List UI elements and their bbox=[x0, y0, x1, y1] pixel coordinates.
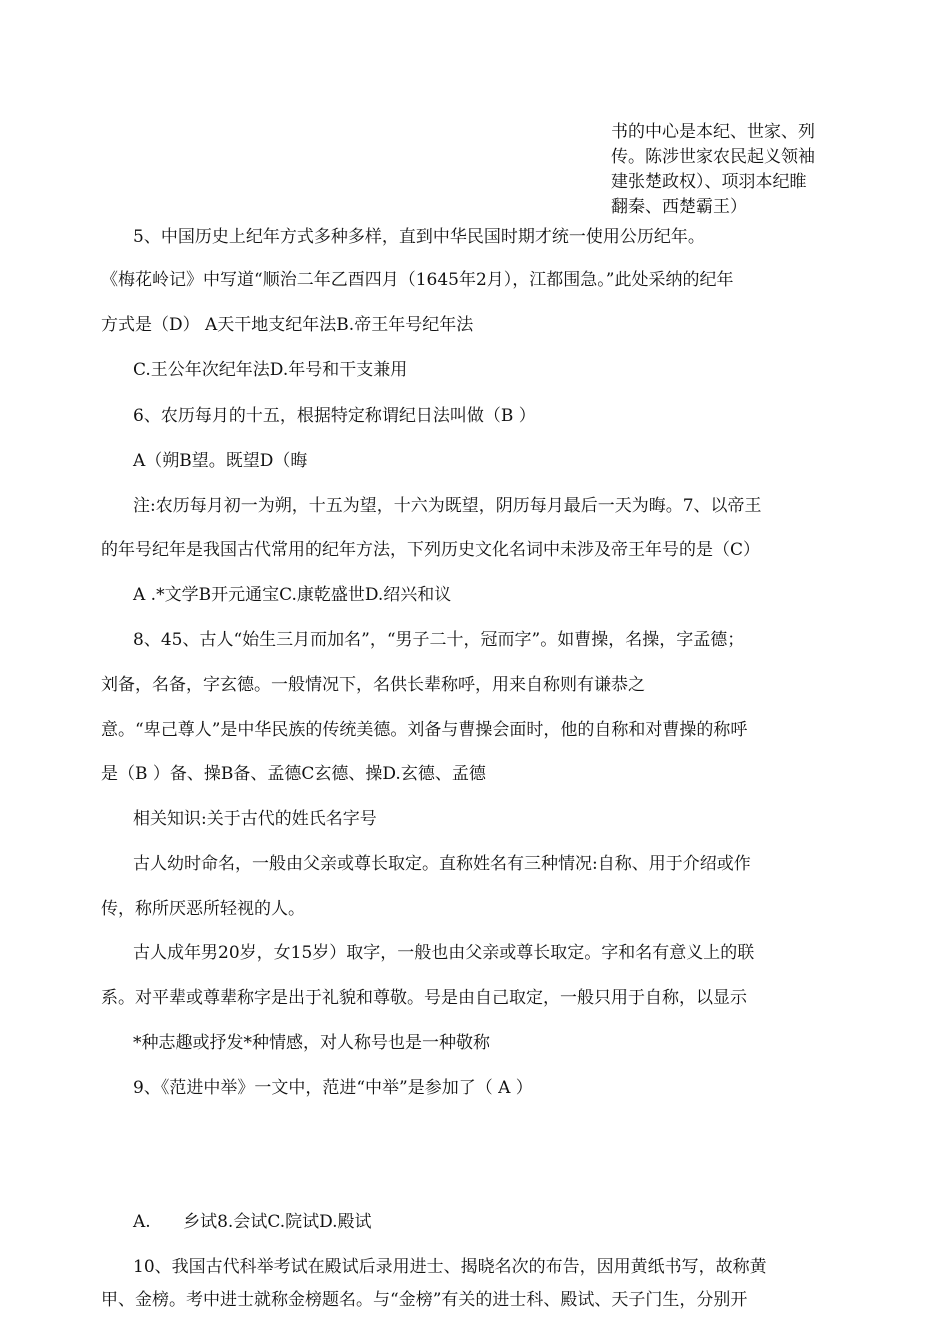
question-5-line-2: 《梅花岭记》中写道“顺治二年乙酉四月（1645年2月），江都围急。”此处采纳的纪年 bbox=[101, 270, 734, 290]
knowledge-line-2: 传，称所厌恶所轻视的人。 bbox=[101, 899, 305, 919]
question-9-options: A. 乡试8.会试C.院试D.殿试 bbox=[133, 1212, 372, 1232]
question-8-options: 是（B ）备、操B备、孟德C玄德、操D.玄德、孟德 bbox=[101, 764, 486, 784]
question-10-line-1: 10、我国古代科举考试在殿试后录用进士、揭晓名次的布告，因用黄纸书写，故称黄 bbox=[133, 1257, 767, 1277]
question-5-line-3: 方式是（D） A天干地支纪年法B.帝王年号纪年法 bbox=[101, 315, 474, 335]
note-line-1: 注:农历每月初一为朔，十五为望，十六为既望，阴历每月最后一天为晦。7、以帝王 bbox=[133, 496, 762, 516]
side-note bbox=[611, 120, 861, 220]
question-6: 6、农历每月的十五，根据特定称谓纪日法叫做（B ） bbox=[133, 406, 536, 426]
question-7-options: A .*文学B开元通宝C.康乾盛世D.绍兴和议 bbox=[133, 585, 452, 605]
side-note-line: 建张楚政权）、项羽本纪睢 bbox=[611, 172, 807, 192]
side-note-line: 书的中心是本纪、世家、列 bbox=[611, 122, 815, 142]
related-knowledge-heading: 相关知识:关于古代的姓氏名字号 bbox=[133, 809, 377, 829]
question-10-line-2: 甲、金榜。考中进士就称金榜题名。与“金榜”有关的进士科、殿试、天子门生，分别开 bbox=[101, 1290, 748, 1310]
question-9: 9、《范进中举》一文中，范进“中举”是参加了（ A ） bbox=[133, 1078, 533, 1098]
side-note-line: 翻秦、西楚霸王） bbox=[611, 197, 747, 217]
knowledge-line-5: *种志趣或抒发*种情感，对人称号也是一种敬称 bbox=[133, 1033, 490, 1053]
knowledge-line-3: 古人成年男20岁，女15岁）取字，一般也由父亲或尊长取定。字和名有意义上的联 bbox=[133, 943, 755, 963]
question-8-line-3: 意。“卑己尊人”是中华民族的传统美德。刘备与曹操会面时，他的自称和对曹操的称呼 bbox=[101, 720, 748, 740]
question-5-options: C.王公年次纪年法D.年号和干支兼用 bbox=[133, 360, 408, 380]
question-8-line-1: 8、45、古人“始生三月而加名”，“男子二十，冠而字”。如曹操，名操，字孟德； bbox=[133, 630, 745, 650]
question-6-options: A（朔B望。既望D（晦 bbox=[133, 451, 308, 471]
side-note-line: 传。陈涉世家农民起义领袖 bbox=[611, 147, 815, 167]
question-5-line-1: 5、中国历史上纪年方式多种多样，直到中华民国时期才统一使用公历纪年。 bbox=[133, 227, 705, 247]
question-8-line-2: 刘备，名备，字玄德。一般情况下，名供长辈称呼，用来自称则有谦恭之 bbox=[101, 675, 645, 695]
knowledge-line-4: 系。对平辈或尊辈称字是出于礼貌和尊敬。号是由自己取定，一般只用于自称，以显示 bbox=[101, 988, 747, 1008]
note-line-2: 的年号纪年是我国古代常用的纪年方法，下列历史文化名词中未涉及帝王年号的是（C） bbox=[101, 540, 761, 560]
knowledge-line-1: 古人幼时命名，一般由父亲或尊长取定。直称姓名有三种情况:自称、用于介绍或作 bbox=[133, 854, 751, 874]
